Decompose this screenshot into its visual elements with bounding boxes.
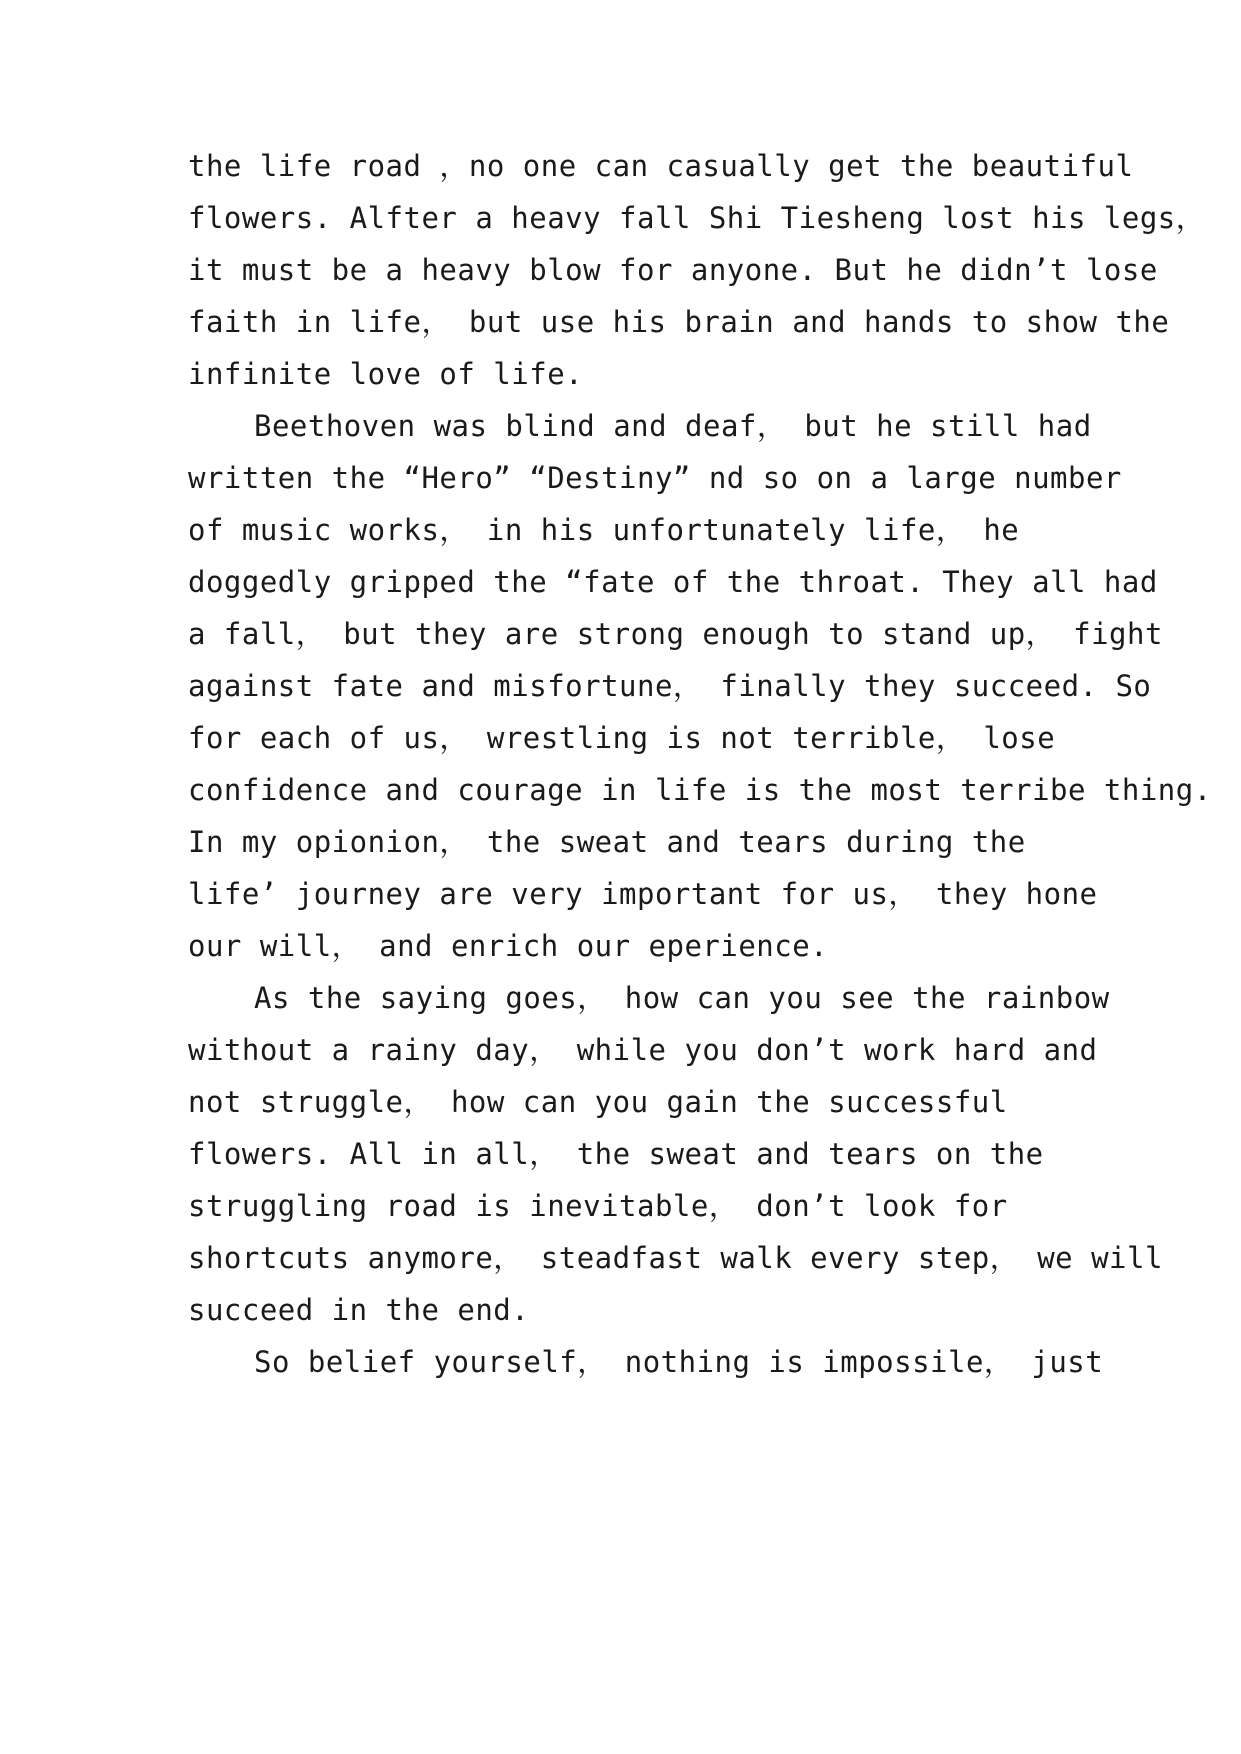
text-line: infinite love of life. — [188, 357, 584, 391]
text-line: succeed in the end. — [188, 1293, 530, 1327]
text-line: written the “Hero” “Destiny” nd so on a large number — [188, 461, 1122, 495]
text-line: shortcuts anymore， steadfast walk every step， we will — [188, 1241, 1163, 1275]
text-line: struggling road is inevitable， don’t look for — [188, 1189, 1008, 1223]
text-line: doggedly gripped the “fate of the throat. They all had — [188, 565, 1158, 599]
text-line: against fate and misfortune， finally they succeed. So — [188, 669, 1152, 703]
paragraph-first-line: Beethoven was blind and deaf， but he still had — [254, 409, 1092, 443]
text-line: In my opionion， the sweat and tears during the — [188, 825, 1026, 859]
text-line: the life road ，no one can casually get the beautiful — [188, 149, 1134, 183]
text-line: for each of us， wrestling is not terrible， lose — [188, 721, 1056, 755]
text-line: our will， and enrich our eperience. — [188, 929, 829, 963]
text-line: a fall， but they are strong enough to stand up， fight — [188, 617, 1163, 651]
text-line: it must be a heavy blow for anyone. But he didn’t lose — [188, 253, 1158, 287]
text-line: flowers. All in all， the sweat and tears on the — [188, 1137, 1044, 1171]
text-line: without a rainy day， while you don’t work hard and — [188, 1033, 1098, 1067]
text-line: faith in life， but use his brain and hands to show the — [188, 305, 1170, 339]
text-line: life’ journey are very important for us， they hone — [188, 877, 1098, 911]
text-line: of music works， in his unfortunately life， he — [188, 513, 1020, 547]
paragraph-first-line: So belief yourself， nothing is impossile， just — [254, 1345, 1104, 1379]
paragraph-first-line: As the saying goes， how can you see the rainbow — [254, 981, 1110, 1015]
text-line: confidence and courage in life is the most terribe thing. — [188, 773, 1212, 807]
text-line: flowers. Alfter a heavy fall Shi Tiesheng lost his legs， — [188, 201, 1206, 235]
text-line: not struggle， how can you gain the successful — [188, 1085, 1008, 1119]
